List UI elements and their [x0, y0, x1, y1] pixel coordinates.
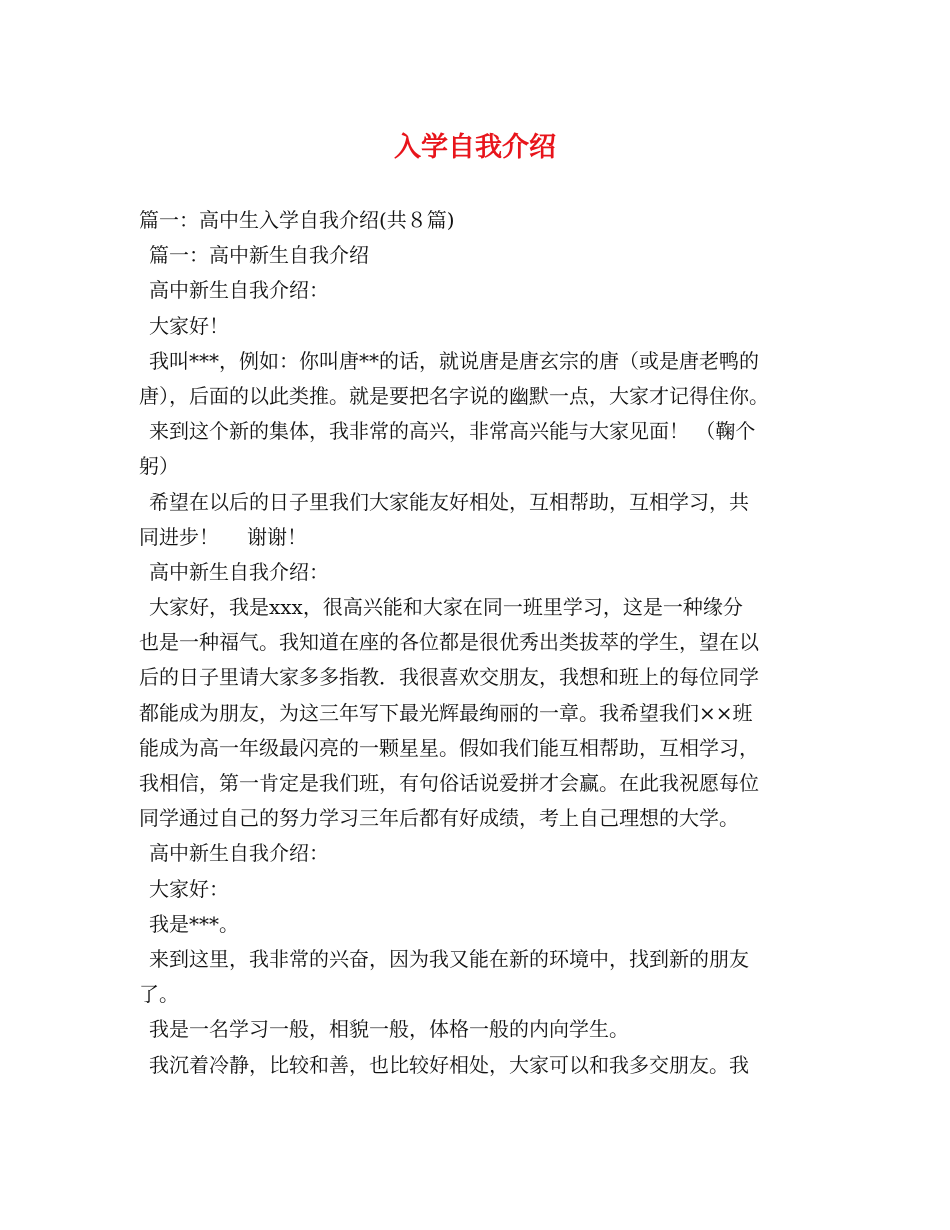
text-line: 都能成为朋友，为这三年写下最光辉最绚丽的一章。我希望我们××班 — [139, 700, 753, 725]
text-line: 高中新生自我介绍： — [149, 841, 329, 866]
text-line: 我相信，第一肯定是我们班，有句俗话说爱拼才会赢。在此我祝愿每位 — [139, 771, 759, 795]
text-line: 我是***。 — [149, 911, 239, 936]
text-line: 高中新生自我介绍： — [149, 278, 329, 303]
text-line: 躬） — [139, 454, 179, 479]
text-line: 篇一：高中生入学自我介绍(共８篇) — [139, 208, 455, 232]
text-line — [139, 520, 819, 555]
text-line: 我叫***，例如：你叫唐**的话，就说唐是唐玄宗的唐（或是唐老鸭的 — [149, 348, 759, 373]
text-line: 来到这个新的集体，我非常的高兴，非常高兴能与大家见面！ （鞠个 — [149, 419, 756, 444]
text-line: 了。 — [139, 982, 179, 1007]
document-title: 入学自我介绍 — [394, 132, 556, 163]
text-line: 篇一：高中新生自我介绍 — [149, 243, 369, 268]
text-line: 希望在以后的日子里我们大家能友好相处，互相帮助，互相学习，共 — [149, 489, 749, 514]
text-line: 大家好： — [149, 876, 229, 901]
text-line: 大家好！ — [149, 313, 229, 338]
text-fragment: 同进步！ — [139, 524, 219, 549]
text-line: 大家好，我是xxx，很高兴能和大家在同一班里学习，这是一种缘分 — [149, 595, 743, 620]
text-line: 高中新生自我介绍： — [149, 559, 329, 584]
text-line: 我沉着冷静，比较和善，也比较好相处，大家可以和我多交朋友。我 — [149, 1052, 749, 1077]
text-line: 来到这里，我非常的兴奋，因为我又能在新的环境中，找到新的朋友 — [149, 946, 749, 971]
text-line: 能成为高一年级最闪亮的一颗星星。假如我们能互相帮助，互相学习， — [139, 735, 759, 760]
text-line: 唐），后面的以此类推。就是要把名字说的幽默一点，大家才记得住你。 — [139, 383, 769, 408]
text-line: 我是一名学习一般，相貌一般，体格一般的内向学生。 — [149, 1017, 629, 1042]
text-line: 同学通过自己的努力学习三年后都有好成绩，考上自己理想的大学。 — [139, 806, 739, 831]
text-fragment: 谢谢！ — [247, 524, 307, 549]
text-line: 后的日子里请大家多多指教．我很喜欢交朋友，我想和班上的每位同学 — [139, 665, 759, 690]
document-body — [139, 203, 819, 1083]
text-line: 也是一种福气。我知道在座的各位都是很优秀出类拔萃的学生，望在以 — [139, 630, 759, 655]
